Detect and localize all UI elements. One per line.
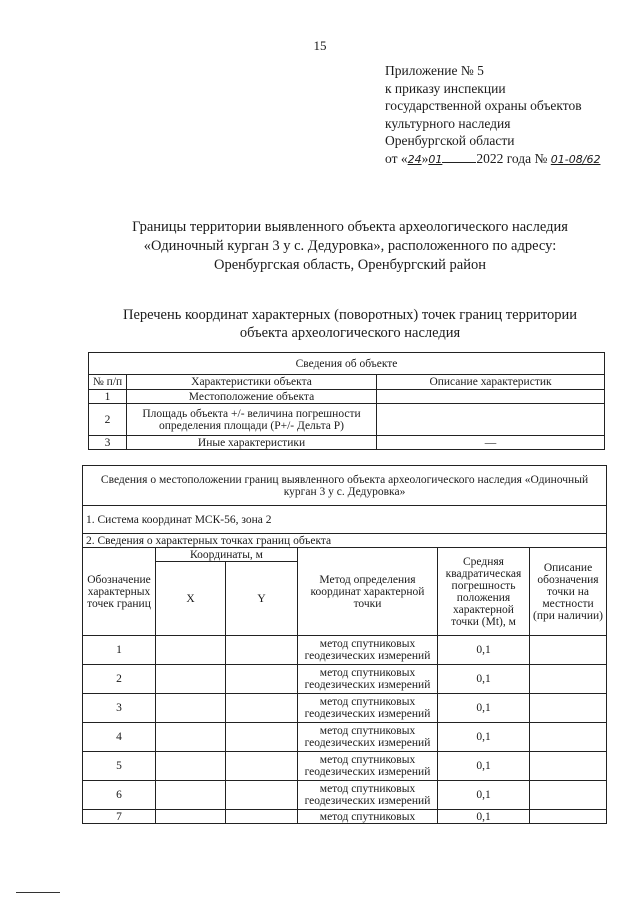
point-x bbox=[156, 665, 226, 694]
point-error: 0,1 bbox=[438, 781, 530, 810]
point-number: 1 bbox=[83, 636, 156, 665]
point-method: метод спутниковых геодезических измерений bbox=[298, 781, 438, 810]
col-y: Y bbox=[226, 562, 298, 636]
point-method: метод спутниковых bbox=[298, 810, 438, 824]
location-table bbox=[82, 465, 607, 824]
table-row bbox=[89, 390, 605, 404]
order-number: 01-08/62 bbox=[550, 152, 601, 166]
point-x bbox=[156, 810, 226, 824]
point-y bbox=[226, 665, 298, 694]
row-name: Площадь объекта +/- величина погрешности определения площади (Р+/- Дельта Р) bbox=[127, 404, 377, 436]
col-designation: Обозначение характерных точек границ bbox=[83, 548, 156, 636]
point-number: 6 bbox=[83, 781, 156, 810]
point-desc bbox=[530, 781, 607, 810]
page-number: 15 bbox=[313, 38, 327, 53]
date-day: 24 bbox=[407, 152, 422, 166]
table-row bbox=[83, 636, 607, 665]
col-description: Описание характеристик bbox=[377, 375, 605, 390]
table-row bbox=[83, 694, 607, 723]
point-desc bbox=[530, 694, 607, 723]
document-subtitle bbox=[60, 306, 640, 342]
point-y bbox=[226, 636, 298, 665]
point-y bbox=[226, 723, 298, 752]
subtitle-line: объекта археологического наследия bbox=[239, 325, 461, 341]
point-x bbox=[156, 752, 226, 781]
point-error: 0,1 bbox=[438, 810, 530, 824]
point-y bbox=[226, 752, 298, 781]
row-desc: — bbox=[377, 436, 605, 450]
point-number: 4 bbox=[83, 723, 156, 752]
date-year: 2022 года № bbox=[476, 150, 548, 166]
point-y bbox=[226, 810, 298, 824]
point-y bbox=[226, 781, 298, 810]
col-method: Метод определения координат характерной точки bbox=[298, 548, 438, 636]
row-desc bbox=[377, 390, 605, 404]
appendix-line: Приложение № 5 bbox=[385, 63, 484, 78]
appendix-line: к приказу инспекции bbox=[385, 80, 506, 96]
table-row bbox=[83, 665, 607, 694]
title-line: Оренбургская область, Оренбургский район bbox=[213, 257, 487, 273]
point-method: метод спутниковых геодезических измерений bbox=[298, 752, 438, 781]
point-y bbox=[226, 694, 298, 723]
appendix-line: государственной охраны объектов bbox=[385, 98, 582, 113]
row-desc bbox=[377, 404, 605, 436]
col-point-description: Описание обозначения точки на местности (при наличии) bbox=[530, 548, 607, 636]
object-table-header: Сведения об объекте bbox=[89, 353, 605, 375]
point-number: 7 bbox=[83, 810, 156, 824]
appendix-date-line bbox=[385, 150, 600, 169]
point-x bbox=[156, 723, 226, 752]
appendix-line: Оренбургской области bbox=[385, 133, 515, 148]
point-x bbox=[156, 636, 226, 665]
point-error: 0,1 bbox=[438, 636, 530, 665]
point-method: метод спутниковых геодезических измерений bbox=[298, 723, 438, 752]
table-row bbox=[83, 752, 607, 781]
object-info-table bbox=[88, 352, 605, 450]
point-error: 0,1 bbox=[438, 752, 530, 781]
point-desc bbox=[530, 723, 607, 752]
row-name: Иные характеристики bbox=[127, 436, 377, 450]
date-prefix: от « bbox=[385, 150, 408, 166]
point-x bbox=[156, 781, 226, 810]
col-error: Средняя квадратическая погрешность положения характерной точки (Mt), м bbox=[438, 548, 530, 636]
point-x bbox=[156, 694, 226, 723]
point-method: метод спутниковых геодезических измерений bbox=[298, 694, 438, 723]
table-row bbox=[83, 723, 607, 752]
appendix-line: культурного наследия bbox=[385, 115, 511, 131]
point-number: 2 bbox=[83, 665, 156, 694]
col-number: № п/п bbox=[89, 375, 127, 390]
point-method: метод спутниковых геодезических измерений bbox=[298, 636, 438, 665]
table-row bbox=[83, 781, 607, 810]
subtitle-line: Перечень координат характерных (поворотных) точек границ территории bbox=[122, 307, 578, 323]
footnote-rule bbox=[16, 892, 60, 893]
appendix-block bbox=[385, 62, 600, 168]
point-number: 3 bbox=[83, 694, 156, 723]
location-table-header: Сведения о местоположении границ выявленного объекта археологического наследия «Одиночный курган 3 у с. Дедуровка» bbox=[83, 466, 607, 506]
table-row bbox=[89, 436, 605, 450]
col-characteristic: Характеристики объекта bbox=[127, 375, 377, 390]
title-line: Границы территории выявленного объекта археологического наследия bbox=[132, 219, 568, 235]
table-row bbox=[83, 810, 607, 824]
title-line: «Одиночный курган 3 у с. Дедуровка», расположенного по адресу: bbox=[143, 238, 557, 254]
col-coords: Координаты, м bbox=[156, 548, 298, 562]
point-desc bbox=[530, 665, 607, 694]
point-desc bbox=[530, 810, 607, 824]
row-number: 2 bbox=[89, 404, 127, 436]
points-title: 2. Сведения о характерных точках границ объекта bbox=[83, 534, 607, 548]
date-mid: » bbox=[421, 150, 429, 166]
point-desc bbox=[530, 636, 607, 665]
point-desc bbox=[530, 752, 607, 781]
point-error: 0,1 bbox=[438, 694, 530, 723]
row-number: 3 bbox=[89, 436, 127, 450]
point-method: метод спутниковых геодезических измерений bbox=[298, 665, 438, 694]
document-title bbox=[60, 218, 640, 275]
point-error: 0,1 bbox=[438, 665, 530, 694]
row-name: Местоположение объекта bbox=[127, 390, 377, 404]
table-row bbox=[89, 404, 605, 436]
coordinate-system: 1. Система координат МСК-56, зона 2 bbox=[83, 506, 607, 534]
date-month: 01 bbox=[428, 152, 443, 166]
row-number: 1 bbox=[89, 390, 127, 404]
col-x: X bbox=[156, 562, 226, 636]
point-error: 0,1 bbox=[438, 723, 530, 752]
point-number: 5 bbox=[83, 752, 156, 781]
